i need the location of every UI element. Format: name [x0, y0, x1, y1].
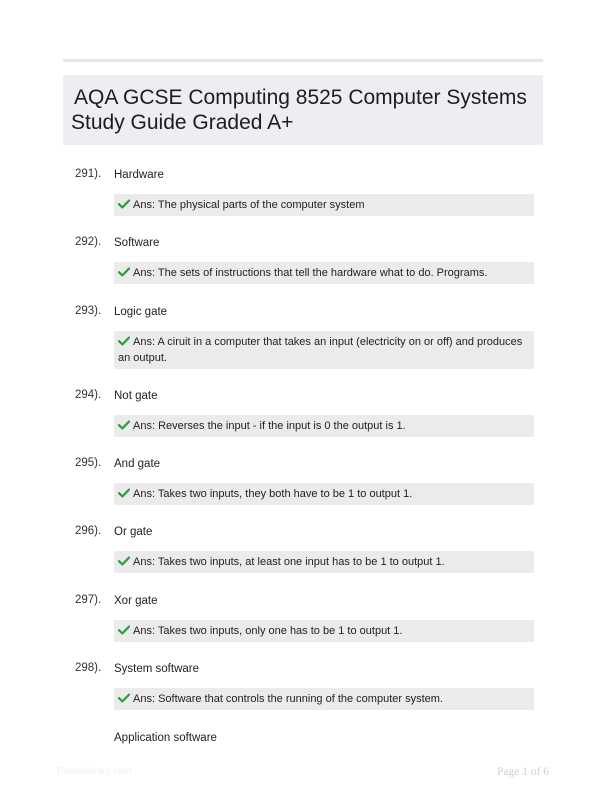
question-number: 296). [75, 525, 102, 537]
check-icon [118, 625, 130, 635]
check-icon [118, 199, 130, 209]
answer-box [114, 483, 534, 505]
answer-box [114, 620, 534, 642]
check-icon [118, 556, 130, 566]
answer-text: Ans: The physical parts of the computer system [133, 199, 365, 211]
answer-text: Ans: The sets of instructions that tell the hardware what to do. Programs. [133, 267, 488, 279]
question-number: 291). [75, 168, 102, 180]
check-icon [118, 267, 130, 277]
question-term: Application software [114, 732, 217, 744]
footer-watermark: Paperlibrary.com [57, 766, 132, 777]
question-term: System software [114, 663, 199, 675]
document-title-line-1: AQA GCSE Computing 8525 Computer Systems [74, 86, 527, 109]
answer-text: Ans: Takes two inputs, they both have to be 1 to output 1. [133, 488, 413, 500]
answer-box [114, 194, 534, 216]
page-indicator: Page 1 of 6 [497, 766, 550, 778]
document-title-box [63, 75, 543, 145]
check-icon [118, 336, 130, 346]
document-title-line-2: Study Guide Graded A+ [71, 111, 294, 134]
check-icon [118, 693, 130, 703]
answer-box [114, 262, 534, 284]
answer-text: Ans: Takes two inputs, only one has to be 1 to output 1. [133, 625, 403, 637]
question-term: Logic gate [114, 306, 168, 318]
answer-box [114, 331, 534, 369]
answer-text: Ans: Reverses the input - if the input is 0 the output is 1. [133, 420, 406, 432]
check-icon [118, 420, 130, 430]
answer-text: Ans: A ciruit in a computer that takes an input (electricity on or off) and produces an output. [118, 336, 523, 364]
answer-text: Ans: Takes two inputs, at least one input has to be 1 to output 1. [133, 556, 445, 568]
question-number: 292). [75, 236, 102, 248]
question-term: Software [114, 237, 160, 249]
question-number: 298). [75, 662, 102, 674]
question-number: 293). [75, 305, 102, 317]
question-number: 297). [75, 594, 102, 606]
question-number: 295). [75, 457, 102, 469]
question-term: Hardware [114, 169, 164, 181]
question-term: Not gate [114, 390, 158, 402]
answer-box [114, 415, 534, 437]
question-term: Xor gate [114, 595, 158, 607]
answer-box [114, 551, 534, 573]
check-icon [118, 488, 130, 498]
question-term: And gate [114, 458, 161, 470]
top-rule [63, 59, 543, 62]
question-number: 294). [75, 389, 102, 401]
question-term: Or gate [114, 526, 153, 538]
answer-box [114, 688, 534, 710]
answer-text: Ans: Software that controls the running of the computer system. [133, 693, 443, 705]
